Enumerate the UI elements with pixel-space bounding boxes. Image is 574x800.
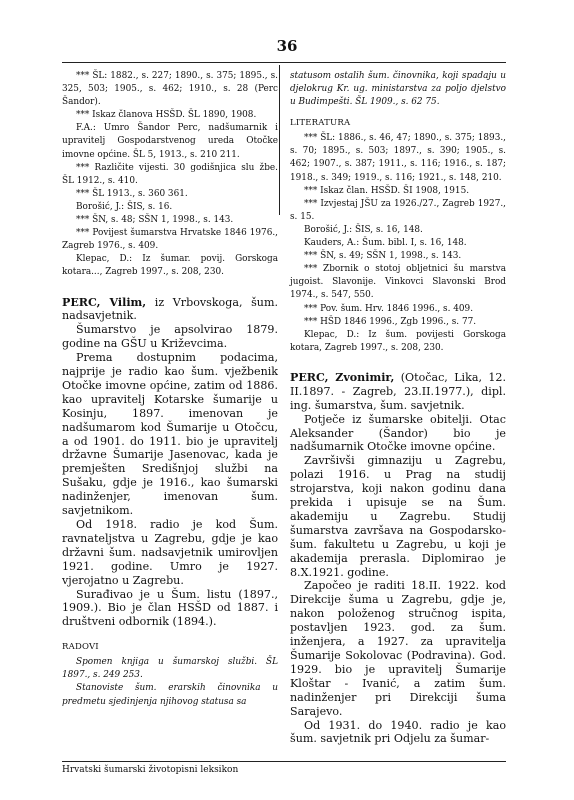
reference-item: *** ŠL: 1882., s. 227; 1890., s. 375; 1895., s. 325, 503; 1905., s. 462; 1910., s. 28 (Perc Šandor).	[62, 71, 278, 108]
literature-item: *** HŠD 1846 1996., Zgb 1996., s. 77.	[304, 316, 477, 327]
literature-heading: LITERATURA	[290, 118, 351, 129]
entry-intro: (Otočac, Lika, 12. II.1897. - Zagreb, 23.II.1977.), dipl. ing. šumarstva, šum. savjetnik.	[290, 370, 506, 412]
entry-paragraph: Završivši gimnaziju u Zagrebu, polazi 1916. u Prag na studij strojarstva, koji nakon godinu dana prekida i upisuje se na Šum. akademiju u Zagrebu. Studij šumarstva završava na Gospodarsko-šum. fakultetu u Zagrebu, u koji je akademija prerasla. Diplomirao je 8.X.1921. godine.	[290, 454, 506, 579]
reference-item: Klepac, D.: Iz šumar. povij. Gorskoga kotara..., Zagreb 1997., s. 208, 230.	[62, 254, 278, 278]
reference-item: *** Povijest šumarstva Hrvatske 1846 1976., Zagreb 1976., s. 409.	[62, 228, 278, 252]
right-column	[290, 70, 506, 746]
bottom-rule	[62, 761, 506, 762]
reference-item: F.A.: Umro Šandor Perc, nadšumarnik i upravitelj Gospodarstvenog ureda Otočke imovne općine. ŠL 5, 1913., s. 210 211.	[62, 123, 278, 160]
literature-item: Klepac, D.: Iz šum. povijesti Gorskoga kotara, Zagreb 1997., s. 208, 230.	[290, 329, 506, 353]
column-divider	[279, 65, 280, 215]
reference-item: *** Iskaz članova HSŠD. ŠL 1890, 1908.	[76, 110, 257, 121]
entry-paragraph: Šumarstvo je apsolvirao 1879. godine na GŠU u Križevcima.	[62, 323, 278, 351]
footer-title: Hrvatski šumarski životopisni leksikon	[62, 765, 239, 775]
entry-header	[290, 371, 506, 413]
entry-name: PERC, Vilim,	[62, 295, 147, 309]
literature-item: *** Iskaz član. HSŠD. ŠI 1908, 1915.	[304, 185, 470, 196]
page-number: 36	[276, 37, 298, 55]
entry-paragraph: Započeo je raditi 18.II. 1922. kod Direkcije šuma u Zagrebu, gdje je, nakon položenog stručnog ispita, postavljen 1923. god. za šum. inženjera, a 1927. za upravitelja Šumarije Sokolovac (Podravina). God. 1929. bio je upravitelj Šumarije Kloštar - Ivanić, a zatim šum. nadinženjer pri Direkciji šuma Sarajevo.	[290, 579, 506, 718]
literature-item: *** Pov. šum. Hrv. 1846 1996., s. 409.	[304, 303, 474, 314]
entry-name: PERC, Zvonimir,	[290, 370, 395, 384]
references-continued	[62, 70, 278, 280]
literature-item: *** Zbornik o stotoj obljetnici šu marstva jugoist. Slavonije. Vinkovci Slavonski Brod 1974., s. 547, 550.	[290, 264, 506, 301]
entry-paragraph: Prema dostupnim podacima, najprije je radio kao šum. vježbenik Otočke imovne općine, zatim od 1886. kao upravitelj Kotarske šumarije u Kosinju, 1897. imenovan je nadšumarom kod Šumarije u Otočcu, a od 1901. do 1911. bio je upravitelj državne Šumarije Jasenovac, kada je premješten Središnjoj službi na Sušaku, gdje je 1916., kao šumarski nadinženjer, imenovan šum. savjetnikom.	[62, 351, 278, 518]
work-item: Stanoviste šum. erarskih činovnika u predmetu sjedinjenja njihovog statusa sa	[62, 683, 278, 707]
literature-item: Kauders, A.: Šum. bibl. I, s. 16, 148.	[304, 238, 467, 249]
literature-item: *** ŠN, s. 49; SŠN 1, 1998., s. 143.	[304, 251, 462, 262]
entry-paragraph: Surađivao je u Šum. listu (1897., 1909.). Bio je član HSŠD od 1887. i društveni odbornik (1894.).	[62, 587, 278, 629]
top-rule	[62, 62, 506, 63]
reference-item: *** ŠL 1913., s. 360 361.	[76, 188, 188, 199]
literature-item: *** Izvjestaj JŠU za 1926./27., Zagreb 1927., s. 15.	[290, 198, 506, 222]
work-item-continued: statusom ostalih šum. činovnika, koji spadaju u djelokrug Kr. ug. ministarstva za poljo djelstvo u Budimpešti. ŠL 1909., s. 62 75.	[290, 71, 506, 108]
reference-item: Borošić, J.: ŠIS, s. 16.	[76, 201, 173, 212]
entry-paragraph: Od 1918. radio je kod Šum. ravnateljstva u Zagrebu, gdje je kao državni šum. nadsavjetnik umirovljen 1921. godine. Umro je 1927. vjerojatno u Zagrebu.	[62, 518, 278, 587]
left-column	[62, 70, 278, 709]
entry-intro: iz Vrbovskoga, šum. nadsavjetnik.	[62, 295, 278, 323]
works-heading: RADOVI	[62, 642, 99, 653]
literature-item: Borošić, J.: ŠIS, s. 16, 148.	[304, 224, 423, 235]
work-item: Spomen knjiga u šumarskoj službi. ŠL 1897., s. 249 253.	[62, 657, 278, 681]
entry-paragraph: Od 1931. do 1940. radio je kao šum. savjetnik pri Odjelu za šumar-	[290, 718, 506, 746]
entry-header	[62, 296, 278, 324]
literature-item: *** ŠL: 1886., s. 46, 47; 1890., s. 375; 1893., s. 70; 1895., s. 503; 1897., s. 390; 1905., s. 462; 1907., s. 387; 1911., s. 116; 1916., s. 187; 1918., s. 349; 1919., s. 116; 1921., s. 148, 210.	[290, 133, 506, 183]
entry-paragraph: Potječe iz šumarske obitelji. Otac Aleksander (Šandor) bio je nadšumarnik Otočke imovne općine.	[290, 412, 506, 454]
reference-item: *** ŠN, s. 48; SŠN 1, 1998., s. 143.	[76, 215, 234, 226]
reference-item: *** Različite vijesti. 30 godišnjica slu žbe. ŠL 1912., s. 410.	[62, 162, 278, 186]
